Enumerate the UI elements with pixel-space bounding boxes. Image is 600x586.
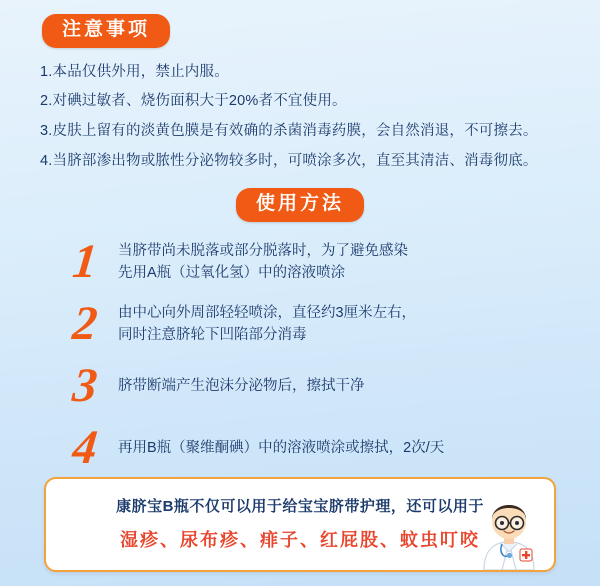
step-number: 1 <box>70 235 100 289</box>
step-item <box>58 235 572 289</box>
step-text <box>112 375 365 397</box>
step-item <box>58 359 572 413</box>
usage-steps <box>18 235 582 475</box>
step-text <box>112 302 416 347</box>
step-line: 再用B瓶（聚维酮碘）中的溶液喷涂或擦拭，2次/天 <box>118 439 445 456</box>
step-number: 3 <box>70 359 100 413</box>
step-number: 2 <box>70 297 100 351</box>
banner-line-primary: 康脐宝B瓶不仅可以用于给宝宝脐带护理，还可以用于 <box>116 498 484 515</box>
step-text <box>112 240 408 285</box>
notice-item: 2.对碘过敏者、烧伤面积大于20%者不宜使用。 <box>40 93 347 110</box>
step-item <box>58 297 572 351</box>
usage-title: 使用方法 <box>236 188 364 222</box>
step-line: 先用A瓶（过氧化氢）中的溶液喷涂 <box>118 265 346 282</box>
step-number: 4 <box>70 421 100 475</box>
banner-line-highlight: 湿疹、尿布疹、痱子、红屁股、蚊虫叮咬 <box>120 530 480 550</box>
notice-list <box>18 62 582 171</box>
footer-banner <box>44 477 556 572</box>
step-line: 脐带断端产生泡沫分泌物后，擦拭干净 <box>118 377 365 394</box>
usage-title-wrap <box>18 180 582 222</box>
step-line: 同时注意脐轮下凹陷部分消毒 <box>118 327 307 344</box>
notice-item: 1.本品仅供外用，禁止内服。 <box>40 63 229 80</box>
step-text <box>112 437 444 459</box>
step-line: 由中心向外周部轻轻喷涂，直径约3厘米左右， <box>118 304 417 321</box>
doctor-illustration <box>472 492 546 570</box>
step-line: 当脐带尚未脱落或部分脱落时，为了避免感染 <box>118 242 408 259</box>
notice-item: 4.当脐部渗出物或脓性分泌物较多时，可喷涂多次，直至其清洁、消毒彻底。 <box>40 152 538 169</box>
notice-item: 3.皮肤上留有的淡黄色膜是有效确的杀菌消毒药膜，会自然消退，不可擦去。 <box>40 123 538 140</box>
notice-title-wrap <box>18 0 582 48</box>
step-item <box>58 421 572 475</box>
notice-title: 注意事项 <box>42 14 170 48</box>
